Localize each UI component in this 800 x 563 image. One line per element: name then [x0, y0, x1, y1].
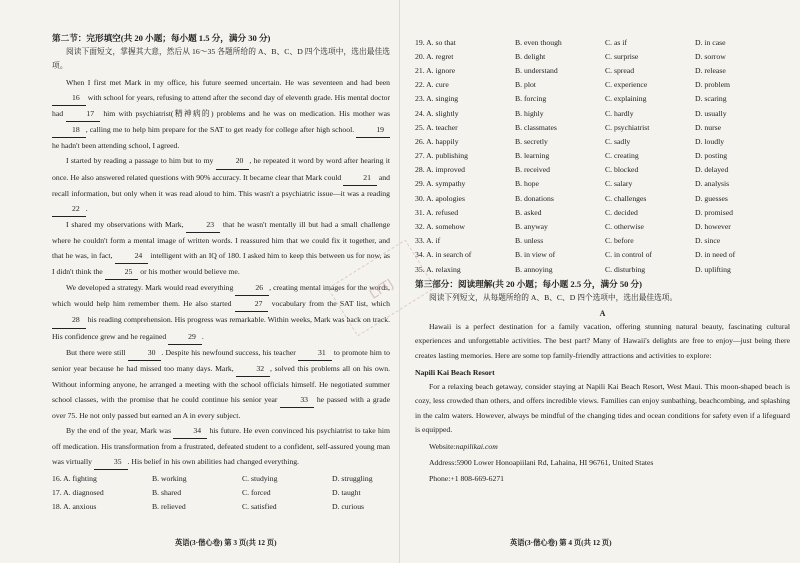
- blank-21: 21: [343, 170, 377, 186]
- watermark-text: LYTJ: [367, 276, 397, 303]
- option-c: C. hardly: [605, 108, 634, 118]
- option-a: 20. A. regret: [415, 51, 454, 61]
- option-row: [415, 205, 790, 219]
- option-d: D. struggling: [332, 473, 373, 483]
- option-b: B. received: [515, 165, 551, 175]
- passage-text: he hadn't been attending school, I agreed.: [52, 141, 180, 151]
- section-3-instruction: 阅读下列短文，从每题所给的 A、B、C、D 四个选项中，选出最佳选项。: [429, 293, 678, 303]
- option-b: B. forcing: [515, 94, 547, 104]
- left-page-footer: 英语(3·偕心卷) 第 3 页(共 12 页): [175, 538, 277, 547]
- option-c: C. sadly: [605, 136, 631, 146]
- option-c: C. as if: [605, 37, 627, 47]
- blank-23: 23: [186, 217, 220, 233]
- option-c: C. challenges: [605, 193, 647, 203]
- option-b: B. plot: [515, 80, 536, 90]
- blank-35: 35: [94, 454, 128, 470]
- option-a: 34. A. in search of: [415, 250, 472, 260]
- resort-title: Napili Kai Beach Resort: [415, 367, 495, 377]
- passage-text: and recall information, but only when it was read aloud to him. This wasn't a psychiatric issue—it was a reading: [52, 172, 390, 198]
- option-b: B. classmates: [515, 122, 557, 132]
- option-row: [415, 262, 790, 276]
- blank-30: 30: [128, 345, 162, 361]
- option-a: 27. A. publishing: [415, 151, 468, 161]
- passage-text: . His belief in his own abilities had changed everything.: [127, 457, 299, 467]
- left-options: [52, 471, 390, 514]
- right-content: [415, 35, 790, 487]
- section-2-instruction: 阅读下面短文，掌握其大意，然后从 16～35 各题所给的 A、B、C、D 四个选项中，选出最佳选项。: [52, 47, 390, 70]
- blank-18: 18: [52, 122, 86, 138]
- cloze-paragraph: [52, 345, 390, 423]
- passage-text: We developed a strategy. Mark would read everything: [66, 283, 236, 293]
- right-page-footer: 英语(3·偕心卷) 第 4 页(共 12 页): [510, 538, 612, 547]
- passage-a-intro: Hawaii is a perfect destination for a family vacation, offering stunning natural beauty, fascinating cultural experiences and unforgettable activities. The best part? Many of Hawaii's delights are free to enjoy—just being there creates lasting memories. Here are some top family-friendly attractions and activities to explore:: [415, 322, 790, 360]
- option-a: 29. A. sympathy: [415, 179, 466, 189]
- passage-text: , calling me to help him prepare for the SAT to get ready for college after high school.: [85, 125, 357, 135]
- blank-26: 26: [235, 280, 269, 296]
- option-row: [415, 35, 790, 49]
- cloze-paragraph: [52, 217, 390, 280]
- option-a: 35. A. relaxing: [415, 264, 461, 274]
- option-c: C. salary: [605, 179, 633, 189]
- passage-text: By the end of the year, Mark was: [66, 426, 174, 436]
- option-row: [415, 248, 790, 262]
- option-d: D. nurse: [695, 122, 722, 132]
- option-c: C. satisfied: [242, 502, 277, 512]
- passage-text: , he repeated it word by word after hearing it once. He also answered related questions with 90% accuracy. It became clear that Mark could: [52, 156, 390, 182]
- option-c: C. otherwise: [605, 222, 644, 232]
- blank-20: 20: [216, 153, 250, 169]
- passage-text: , solved this problems all on his own. Without informing anyone, he arranged a meeting with the school officials himself. He negotiated summer school classes, with the promise that he could continue his senior year: [52, 363, 390, 404]
- blank-22: 22: [52, 201, 86, 217]
- option-b: B. learning: [515, 151, 550, 161]
- option-b: B. even though: [515, 37, 562, 47]
- option-b: B. asked: [515, 207, 542, 217]
- option-b: B. hope: [515, 179, 539, 189]
- passage-text: But there were still: [66, 347, 128, 357]
- option-d: D. scaring: [695, 94, 727, 104]
- blank-24: 24: [115, 248, 149, 264]
- option-d: D. analysis: [695, 179, 730, 189]
- option-row: [415, 106, 790, 120]
- option-a: 23. A. singing: [415, 94, 459, 104]
- option-c: C. in control of: [605, 250, 652, 260]
- option-a: 32. A. somehow: [415, 222, 465, 232]
- passage-text: . Despite his newfound success, his teacher: [161, 347, 298, 357]
- option-a: 28. A. improved: [415, 165, 465, 175]
- option-d: D. curious: [332, 502, 365, 512]
- option-c: C. before: [605, 236, 634, 246]
- resort-phone: Phone:+1 808-669-6271: [429, 474, 505, 484]
- passage-text: to promote him to senior year because he had missed too many days. Mark,: [52, 347, 390, 373]
- option-b: B. unless: [515, 236, 544, 246]
- cloze-paragraph: [52, 423, 390, 470]
- option-b: B. working: [152, 473, 187, 483]
- option-a: 19. A. so that: [415, 37, 456, 47]
- option-row: [415, 234, 790, 248]
- passage-text: .: [85, 203, 88, 213]
- option-d: D. uplifting: [695, 264, 731, 274]
- option-b: B. highly: [515, 108, 544, 118]
- option-a: 24. A. slightly: [415, 108, 459, 118]
- option-row: [415, 149, 790, 163]
- left-content: [52, 32, 390, 514]
- section-2-title: 第二节：完形填空(共 20 小题；每小题 1.5 分，满分 30 分): [52, 33, 271, 43]
- option-row: [52, 500, 390, 514]
- blank-19: 19: [356, 122, 390, 138]
- option-a: 31. A. refused: [415, 207, 459, 217]
- resort-website: Website:napilikai.com: [429, 442, 498, 452]
- option-row: [52, 471, 390, 485]
- option-row: [415, 177, 790, 191]
- option-a: 26. A. happily: [415, 136, 459, 146]
- blank-31: 31: [298, 345, 332, 361]
- option-a: 17. A. diagnosed: [52, 488, 104, 498]
- option-row: [415, 49, 790, 63]
- option-d: D. sorrow: [695, 51, 726, 61]
- passage-text: that he wasn't mentally ill but had a small challenge where he couldn't form a mental image of written words. I reassured him that we could fix it together, and that he was, in fact,: [52, 219, 390, 261]
- cloze-passage: [52, 75, 390, 470]
- option-d: D. problem: [695, 80, 731, 90]
- option-c: C. forced: [242, 488, 271, 498]
- option-d: D. loudly: [695, 136, 725, 146]
- passage-text: him with psychiatrist(精神病的) problems and he was on medication. His mother was: [100, 109, 390, 119]
- option-d: D. however: [695, 222, 731, 232]
- option-b: B. anyway: [515, 222, 548, 232]
- passage-a-label: A: [599, 309, 606, 319]
- option-d: D. in case: [695, 37, 726, 47]
- blank-16: 16: [52, 90, 86, 106]
- option-row: [415, 163, 790, 177]
- option-d: D. guesses: [695, 193, 728, 203]
- passage-text: he passed with a grade over 75. He not only passed but earned an A in every subject.: [52, 394, 390, 420]
- option-row: [415, 78, 790, 92]
- option-c: C. disturbing: [605, 264, 646, 274]
- option-b: B. delight: [515, 51, 546, 61]
- passage-text: his reading comprehension. His progress was remarkable. Within weeks, Mark was back on track. His confidence grew and he regained: [52, 315, 390, 341]
- option-a: 18. A. anxious: [52, 502, 97, 512]
- option-c: C. studying: [242, 473, 278, 483]
- option-a: 22. A. cure: [415, 80, 449, 90]
- blank-28: 28: [52, 312, 86, 328]
- passage-text: I started by reading a passage to him but to my: [66, 156, 216, 166]
- option-a: 33. A. if: [415, 236, 441, 246]
- option-d: D. usually: [695, 108, 727, 118]
- option-c: C. experience: [605, 80, 648, 90]
- option-row: [415, 92, 790, 106]
- website-link[interactable]: napilikai.com: [455, 442, 498, 452]
- blank-17: 17: [66, 106, 100, 122]
- option-c: C. spread: [605, 65, 635, 75]
- option-d: D. since: [695, 236, 721, 246]
- option-c: C. creating: [605, 151, 639, 161]
- option-row: [52, 486, 390, 500]
- option-b: B. shared: [152, 488, 182, 498]
- blank-25: 25: [105, 264, 139, 280]
- option-a: 25. A. teacher: [415, 122, 458, 132]
- option-b: B. annoying: [515, 264, 553, 274]
- passage-text: intelligent with an IQ of 180. I asked him to keep this between us for now, as I didn't think the: [52, 251, 390, 277]
- option-a: 21. A. ignore: [415, 65, 456, 75]
- option-b: B. donations: [515, 193, 554, 203]
- blank-32: 32: [236, 361, 270, 377]
- resort-description: For a relaxing beach getaway, consider staying at Napili Kai Beach Resort, West Maui. This moon-shaped beach is cozy, less crowded than others, and offers incredible views. Families can enjoy sunbathing, beachcombing, and splashing in the calm waters. However, always be mindful of the changing tides and ocean conditions for safety even if a lifeguard is equipped.: [415, 381, 790, 435]
- option-d: D. promised: [695, 207, 734, 217]
- option-b: B. relieved: [152, 502, 186, 512]
- passage-text: with school for years, refusing to attend after the second day of eleventh grade. His mental doctor had: [52, 93, 390, 119]
- option-row: [415, 63, 790, 77]
- option-d: D. taught: [332, 488, 361, 498]
- option-row: [415, 120, 790, 134]
- blank-34: 34: [173, 423, 207, 439]
- resort-address: Address:5900 Lower Honoapiilani Rd, Lahaina, HI 96761, United States: [429, 458, 654, 468]
- blank-33: 33: [280, 392, 314, 408]
- cloze-paragraph: [52, 75, 390, 153]
- option-c: C. explaining: [605, 94, 647, 104]
- option-d: D. release: [695, 65, 726, 75]
- option-c: C. decided: [605, 207, 638, 217]
- option-row: [415, 219, 790, 233]
- option-row: [415, 191, 790, 205]
- blank-27: 27: [235, 296, 269, 312]
- option-c: C. blocked: [605, 165, 639, 175]
- right-options: [415, 35, 790, 276]
- option-row: [415, 134, 790, 148]
- passage-text: , creating mental images for the words, which would help him remember them. He also started: [52, 283, 390, 309]
- section-3-title: 第三部分：阅读理解(共 20 小题；每小题 2.5 分，满分 50 分): [415, 279, 643, 290]
- option-b: B. understand: [515, 65, 558, 75]
- passage-text: When I first met Mark in my office, his future seemed uncertain. He was seventeen and had been: [66, 78, 390, 87]
- blank-29: 29: [168, 329, 202, 345]
- cloze-paragraph: [52, 153, 390, 216]
- option-d: D. delayed: [695, 165, 729, 175]
- option-d: D. posting: [695, 151, 728, 161]
- passage-text: .: [201, 331, 204, 341]
- passage-text: or his mother would believe me.: [138, 267, 240, 277]
- option-c: C. psychiatrist: [605, 122, 650, 132]
- option-a: 16. A. fighting: [52, 473, 97, 483]
- option-b: B. in view of: [515, 250, 556, 260]
- passage-text: I shared my observations with Mark,: [66, 219, 187, 229]
- option-b: B. secretly: [515, 136, 548, 146]
- option-a: 30. A. apologies: [415, 193, 465, 203]
- option-c: C. surprise: [605, 51, 639, 61]
- right-page: [400, 0, 800, 563]
- option-d: D. in need of: [695, 250, 736, 260]
- passage-text: vocabulary from the SAT list, which: [268, 299, 391, 309]
- passage-text: his future. He even convinced his psychiatrist to take him off medication. His transformation from a frustrated, defeated student to a confident, self-assured young man was virtually: [52, 426, 390, 467]
